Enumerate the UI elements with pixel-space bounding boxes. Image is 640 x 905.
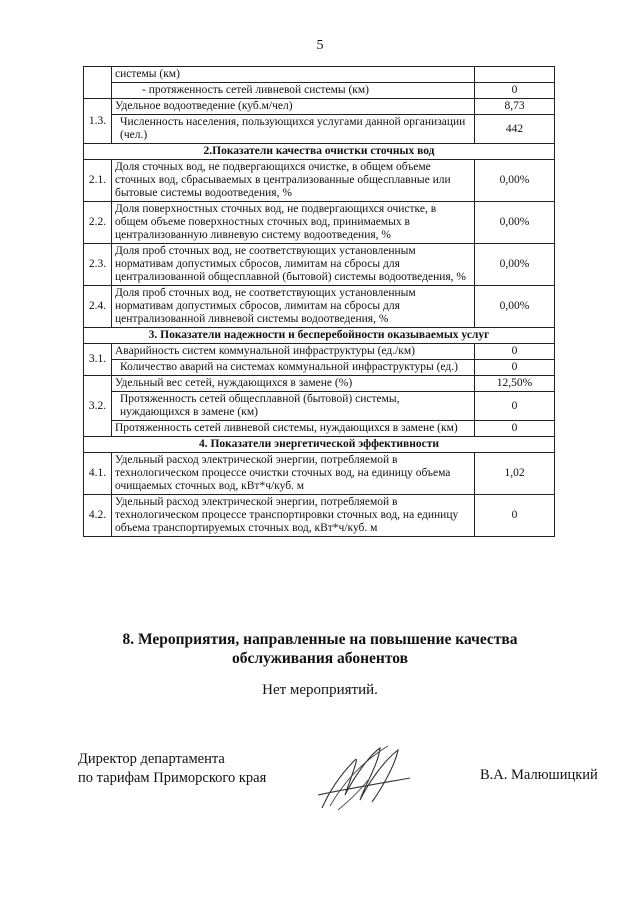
table-cell-desc: Удельное водоотведение (куб.м/чел) [112, 99, 475, 115]
table-cell-desc: Доля поверхностных сточных вод, не подвергающихся очистке, в общем объеме поверхностных сточных вод, принимаемых в централизованную ливневую систему водоотведения, % [112, 202, 475, 244]
table-row [84, 83, 555, 99]
table-row [84, 360, 555, 376]
table-cell-value: 0,00% [475, 244, 555, 286]
table-cell-desc: Протяженность сетей ливневой системы, нуждающихся в замене (км) [112, 421, 475, 437]
table-cell-value: 0,00% [475, 286, 555, 328]
signatory-position [78, 750, 266, 788]
section-heading-line: 8. Мероприятия, направленные на повышение качества [122, 631, 518, 648]
table-cell-desc: Протяженность сетей общесплавной (бытовой) системы, нуждающихся в замене (км) [112, 392, 475, 421]
table-cell-num: 4.1. [84, 453, 112, 495]
table-cell-num: 1.3. [84, 99, 112, 144]
table-row [84, 244, 555, 286]
table-cell-desc: Численность населения, пользующихся услугами данной организации (чел.) [112, 115, 475, 144]
table-row [84, 115, 555, 144]
table-row [84, 99, 555, 115]
table-row [84, 344, 555, 360]
section-header-row [84, 144, 555, 160]
table-row [84, 495, 555, 537]
table-cell-desc: Удельный расход электрической энергии, потребляемой в технологическом процессе очистки сточных вод, на единицу объема очищаемых сточных вод, кВт*ч/куб. м [112, 453, 475, 495]
table-cell-value: 0 [475, 392, 555, 421]
table-row [84, 376, 555, 392]
table-cell-value: 0 [475, 421, 555, 437]
table-cell-desc: системы (км) [112, 67, 475, 83]
table-cell-desc: Аварийность систем коммунальной инфраструктуры (ед./км) [112, 344, 475, 360]
table-cell-desc: Доля сточных вод, не подвергающихся очистке, в общем объеме сточных вод, сбрасываемых в централизованные общесплавные или бытовые системы водоотведения, % [112, 160, 475, 202]
page-number: 5 [316, 38, 324, 53]
table-cell-num: 2.1. [84, 160, 112, 202]
section-header-row [84, 328, 555, 344]
table-cell-value: 0 [475, 360, 555, 376]
section-heading-line: обслуживания абонентов [232, 650, 408, 667]
table-cell-value: 0 [475, 344, 555, 360]
table-row [84, 202, 555, 244]
table-cell-value: 0,00% [475, 160, 555, 202]
signatory-name: В.А. Малюшицкий [480, 767, 598, 783]
table-cell-value: 0,00% [475, 202, 555, 244]
table-cell-num: 3.2. [84, 376, 112, 437]
indicators-table [83, 66, 555, 537]
table-cell-desc: Доля проб сточных вод, не соответствующих установленным нормативам допустимых сбросов, лимитам на сбросы для централизованной ливневой системы водоотведения, % [112, 286, 475, 328]
no-measures-text: Нет мероприятий. [262, 682, 378, 698]
table-cell-value: 8,73 [475, 99, 555, 115]
section-title: 2.Показатели качества очистки сточных вод [84, 144, 555, 160]
table-cell-value: 442 [475, 115, 555, 144]
section-title: 4. Показатели энергетической эффективности [84, 437, 555, 453]
section-heading [0, 630, 640, 668]
table-row [84, 286, 555, 328]
position-line: по тарифам Приморского края [78, 770, 267, 786]
position-line: Директор департамента [78, 751, 225, 767]
table-cell-desc: Количество аварий на системах коммунальной инфраструктуры (ед.) [112, 360, 475, 376]
table-cell-num: 4.2. [84, 495, 112, 537]
table-cell-value: 12,50% [475, 376, 555, 392]
table-row [84, 421, 555, 437]
handwritten-signature [310, 740, 420, 815]
section-header-row [84, 437, 555, 453]
table-cell-num: 2.4. [84, 286, 112, 328]
table-cell-desc: - протяженность сетей ливневой системы (км) [112, 83, 475, 99]
table-row [84, 392, 555, 421]
table-cell-value: 1,02 [475, 453, 555, 495]
table-cell-desc: Доля проб сточных вод, не соответствующих установленным нормативам допустимых сбросов, лимитам на сбросы для централизованной общесплавной (бытовой) системы водоотведения, % [112, 244, 475, 286]
table-cell-num: 3.1. [84, 344, 112, 376]
table-row [84, 453, 555, 495]
table-cell-num: 2.2. [84, 202, 112, 244]
table-row [84, 160, 555, 202]
table-cell-desc: Удельный вес сетей, нуждающихся в замене (%) [112, 376, 475, 392]
table-row [84, 67, 555, 83]
table-cell-num: 2.3. [84, 244, 112, 286]
table-cell-value: 0 [475, 495, 555, 537]
table-cell-value: 0 [475, 83, 555, 99]
section-title: 3. Показатели надежности и бесперебойности оказываемых услуг [84, 328, 555, 344]
table-cell-desc: Удельный расход электрической энергии, потребляемой в технологическом процессе транспортировки сточных вод, на единицу объема транспортируемых сточных вод, кВт*ч/куб. м [112, 495, 475, 537]
